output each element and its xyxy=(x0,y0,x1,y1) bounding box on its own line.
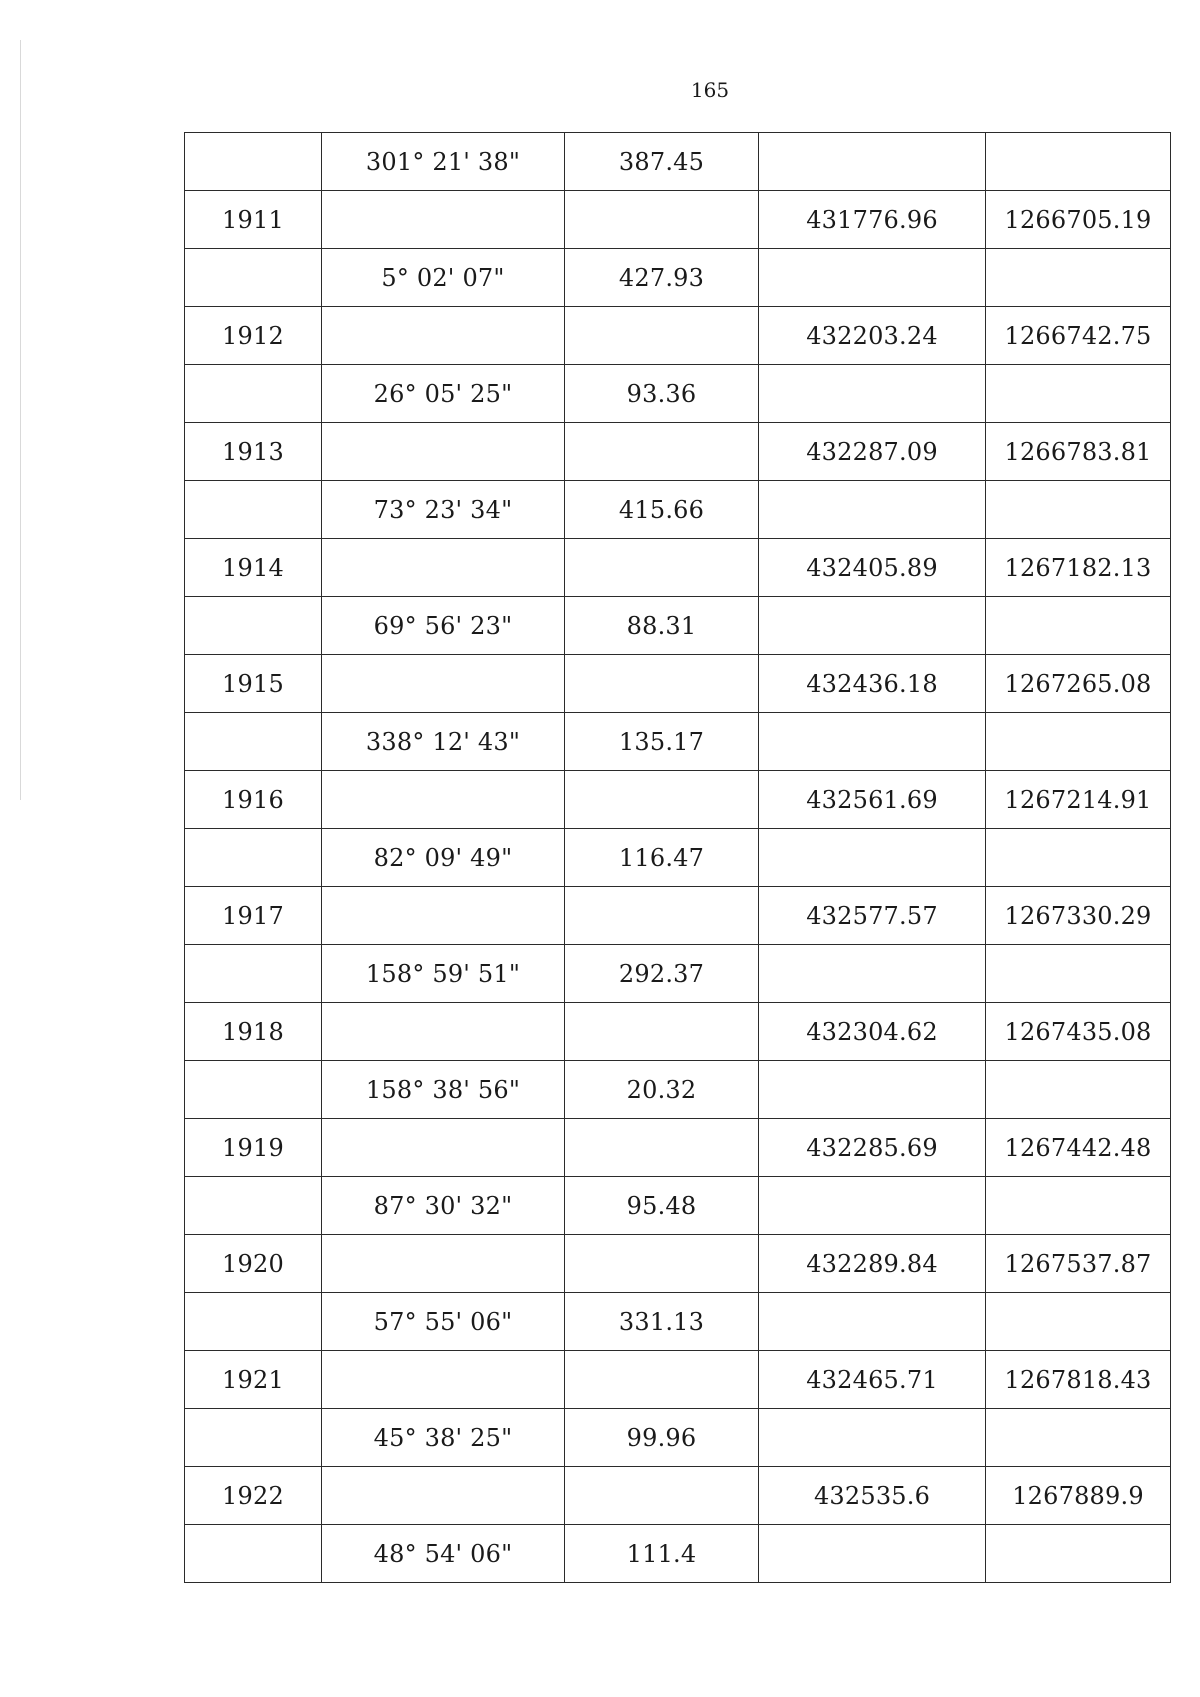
table-row xyxy=(185,655,1171,713)
northing-cell xyxy=(759,829,986,887)
station-cell xyxy=(185,713,322,771)
northing-cell: 432285.69 xyxy=(759,1119,986,1177)
distance-cell: 415.66 xyxy=(565,481,759,539)
distance-cell: 95.48 xyxy=(565,1177,759,1235)
northing-cell xyxy=(759,249,986,307)
bearing-cell xyxy=(322,539,565,597)
easting-cell: 1267182.13 xyxy=(986,539,1171,597)
northing-cell: 432203.24 xyxy=(759,307,986,365)
northing-cell xyxy=(759,1177,986,1235)
northing-cell xyxy=(759,945,986,1003)
northing-cell: 432287.09 xyxy=(759,423,986,481)
easting-cell: 1266742.75 xyxy=(986,307,1171,365)
station-cell xyxy=(185,365,322,423)
table-row xyxy=(185,713,1171,771)
station-cell: 1915 xyxy=(185,655,322,713)
bearing-cell: 338° 12' 43" xyxy=(322,713,565,771)
northing-cell: 432304.62 xyxy=(759,1003,986,1061)
bearing-cell: 82° 09' 49" xyxy=(322,829,565,887)
page-number: 165 xyxy=(690,78,730,102)
distance-cell: 427.93 xyxy=(565,249,759,307)
easting-cell: 1266705.19 xyxy=(986,191,1171,249)
distance-cell: 20.32 xyxy=(565,1061,759,1119)
bearing-cell xyxy=(322,1467,565,1525)
bearing-cell xyxy=(322,1003,565,1061)
northing-cell: 432289.84 xyxy=(759,1235,986,1293)
table-body xyxy=(185,133,1171,1583)
northing-cell xyxy=(759,133,986,191)
station-cell xyxy=(185,481,322,539)
easting-cell xyxy=(986,481,1171,539)
station-cell: 1913 xyxy=(185,423,322,481)
station-cell: 1918 xyxy=(185,1003,322,1061)
bearing-cell: 158° 59' 51" xyxy=(322,945,565,1003)
northing-cell: 432535.6 xyxy=(759,1467,986,1525)
table-row xyxy=(185,1003,1171,1061)
distance-cell xyxy=(565,655,759,713)
table-row xyxy=(185,1467,1171,1525)
distance-cell xyxy=(565,1351,759,1409)
bearing-cell xyxy=(322,1351,565,1409)
northing-cell xyxy=(759,1293,986,1351)
station-cell: 1919 xyxy=(185,1119,322,1177)
northing-cell: 432577.57 xyxy=(759,887,986,945)
bearing-cell: 73° 23' 34" xyxy=(322,481,565,539)
bearing-cell: 48° 54' 06" xyxy=(322,1525,565,1583)
distance-cell xyxy=(565,771,759,829)
easting-cell xyxy=(986,365,1171,423)
station-cell: 1914 xyxy=(185,539,322,597)
distance-cell xyxy=(565,1003,759,1061)
northing-cell xyxy=(759,1409,986,1467)
station-cell xyxy=(185,945,322,1003)
distance-cell: 331.13 xyxy=(565,1293,759,1351)
easting-cell xyxy=(986,1525,1171,1583)
table-row xyxy=(185,1177,1171,1235)
easting-cell: 1267537.87 xyxy=(986,1235,1171,1293)
easting-cell xyxy=(986,945,1171,1003)
survey-coordinates-table xyxy=(184,132,1171,1583)
distance-cell: 292.37 xyxy=(565,945,759,1003)
station-cell: 1912 xyxy=(185,307,322,365)
distance-cell xyxy=(565,423,759,481)
station-cell xyxy=(185,1177,322,1235)
bearing-cell: 26° 05' 25" xyxy=(322,365,565,423)
table-row xyxy=(185,365,1171,423)
bearing-cell xyxy=(322,307,565,365)
easting-cell xyxy=(986,1177,1171,1235)
table-row xyxy=(185,133,1171,191)
station-cell xyxy=(185,1293,322,1351)
easting-cell: 1267265.08 xyxy=(986,655,1171,713)
station-cell: 1911 xyxy=(185,191,322,249)
distance-cell: 93.36 xyxy=(565,365,759,423)
easting-cell xyxy=(986,249,1171,307)
table-row xyxy=(185,307,1171,365)
easting-cell xyxy=(986,1061,1171,1119)
distance-cell: 88.31 xyxy=(565,597,759,655)
table-row xyxy=(185,597,1171,655)
bearing-cell: 158° 38' 56" xyxy=(322,1061,565,1119)
easting-cell: 1267442.48 xyxy=(986,1119,1171,1177)
bearing-cell: 57° 55' 06" xyxy=(322,1293,565,1351)
distance-cell xyxy=(565,191,759,249)
northing-cell: 432436.18 xyxy=(759,655,986,713)
northing-cell xyxy=(759,1061,986,1119)
station-cell: 1922 xyxy=(185,1467,322,1525)
table-row xyxy=(185,1235,1171,1293)
distance-cell: 116.47 xyxy=(565,829,759,887)
easting-cell: 1266783.81 xyxy=(986,423,1171,481)
bearing-cell xyxy=(322,771,565,829)
bearing-cell xyxy=(322,1119,565,1177)
station-cell xyxy=(185,1061,322,1119)
bearing-cell xyxy=(322,655,565,713)
table-row xyxy=(185,1409,1171,1467)
bearing-cell: 69° 56' 23" xyxy=(322,597,565,655)
station-cell xyxy=(185,829,322,887)
table-row xyxy=(185,539,1171,597)
table-row xyxy=(185,249,1171,307)
distance-cell xyxy=(565,1235,759,1293)
easting-cell xyxy=(986,133,1171,191)
table-row xyxy=(185,1525,1171,1583)
northing-cell xyxy=(759,713,986,771)
bearing-cell: 5° 02' 07" xyxy=(322,249,565,307)
table-row xyxy=(185,771,1171,829)
distance-cell xyxy=(565,539,759,597)
northing-cell xyxy=(759,365,986,423)
table-row xyxy=(185,1119,1171,1177)
table-row xyxy=(185,1351,1171,1409)
northing-cell: 432561.69 xyxy=(759,771,986,829)
station-cell xyxy=(185,1525,322,1583)
easting-cell: 1267889.9 xyxy=(986,1467,1171,1525)
northing-cell: 432465.71 xyxy=(759,1351,986,1409)
distance-cell: 387.45 xyxy=(565,133,759,191)
distance-cell: 99.96 xyxy=(565,1409,759,1467)
table-row xyxy=(185,191,1171,249)
easting-cell xyxy=(986,1409,1171,1467)
bearing-cell: 301° 21' 38" xyxy=(322,133,565,191)
northing-cell: 432405.89 xyxy=(759,539,986,597)
station-cell: 1916 xyxy=(185,771,322,829)
station-cell: 1920 xyxy=(185,1235,322,1293)
bearing-cell: 87° 30' 32" xyxy=(322,1177,565,1235)
bearing-cell xyxy=(322,191,565,249)
bearing-cell xyxy=(322,423,565,481)
table-row xyxy=(185,481,1171,539)
station-cell xyxy=(185,133,322,191)
easting-cell: 1267330.29 xyxy=(986,887,1171,945)
distance-cell xyxy=(565,1119,759,1177)
easting-cell: 1267435.08 xyxy=(986,1003,1171,1061)
easting-cell xyxy=(986,1293,1171,1351)
station-cell xyxy=(185,249,322,307)
easting-cell xyxy=(986,713,1171,771)
table-row xyxy=(185,1293,1171,1351)
distance-cell xyxy=(565,307,759,365)
easting-cell xyxy=(986,829,1171,887)
station-cell: 1921 xyxy=(185,1351,322,1409)
northing-cell xyxy=(759,597,986,655)
distance-cell xyxy=(565,1467,759,1525)
station-cell xyxy=(185,1409,322,1467)
table-row xyxy=(185,887,1171,945)
easting-cell xyxy=(986,597,1171,655)
distance-cell: 111.4 xyxy=(565,1525,759,1583)
easting-cell: 1267214.91 xyxy=(986,771,1171,829)
distance-cell: 135.17 xyxy=(565,713,759,771)
bearing-cell: 45° 38' 25" xyxy=(322,1409,565,1467)
northing-cell xyxy=(759,481,986,539)
table-row xyxy=(185,1061,1171,1119)
scan-edge-line xyxy=(20,40,21,800)
distance-cell xyxy=(565,887,759,945)
easting-cell: 1267818.43 xyxy=(986,1351,1171,1409)
bearing-cell xyxy=(322,887,565,945)
table-row xyxy=(185,829,1171,887)
table-row xyxy=(185,945,1171,1003)
northing-cell: 431776.96 xyxy=(759,191,986,249)
table-row xyxy=(185,423,1171,481)
northing-cell xyxy=(759,1525,986,1583)
station-cell xyxy=(185,597,322,655)
bearing-cell xyxy=(322,1235,565,1293)
station-cell: 1917 xyxy=(185,887,322,945)
